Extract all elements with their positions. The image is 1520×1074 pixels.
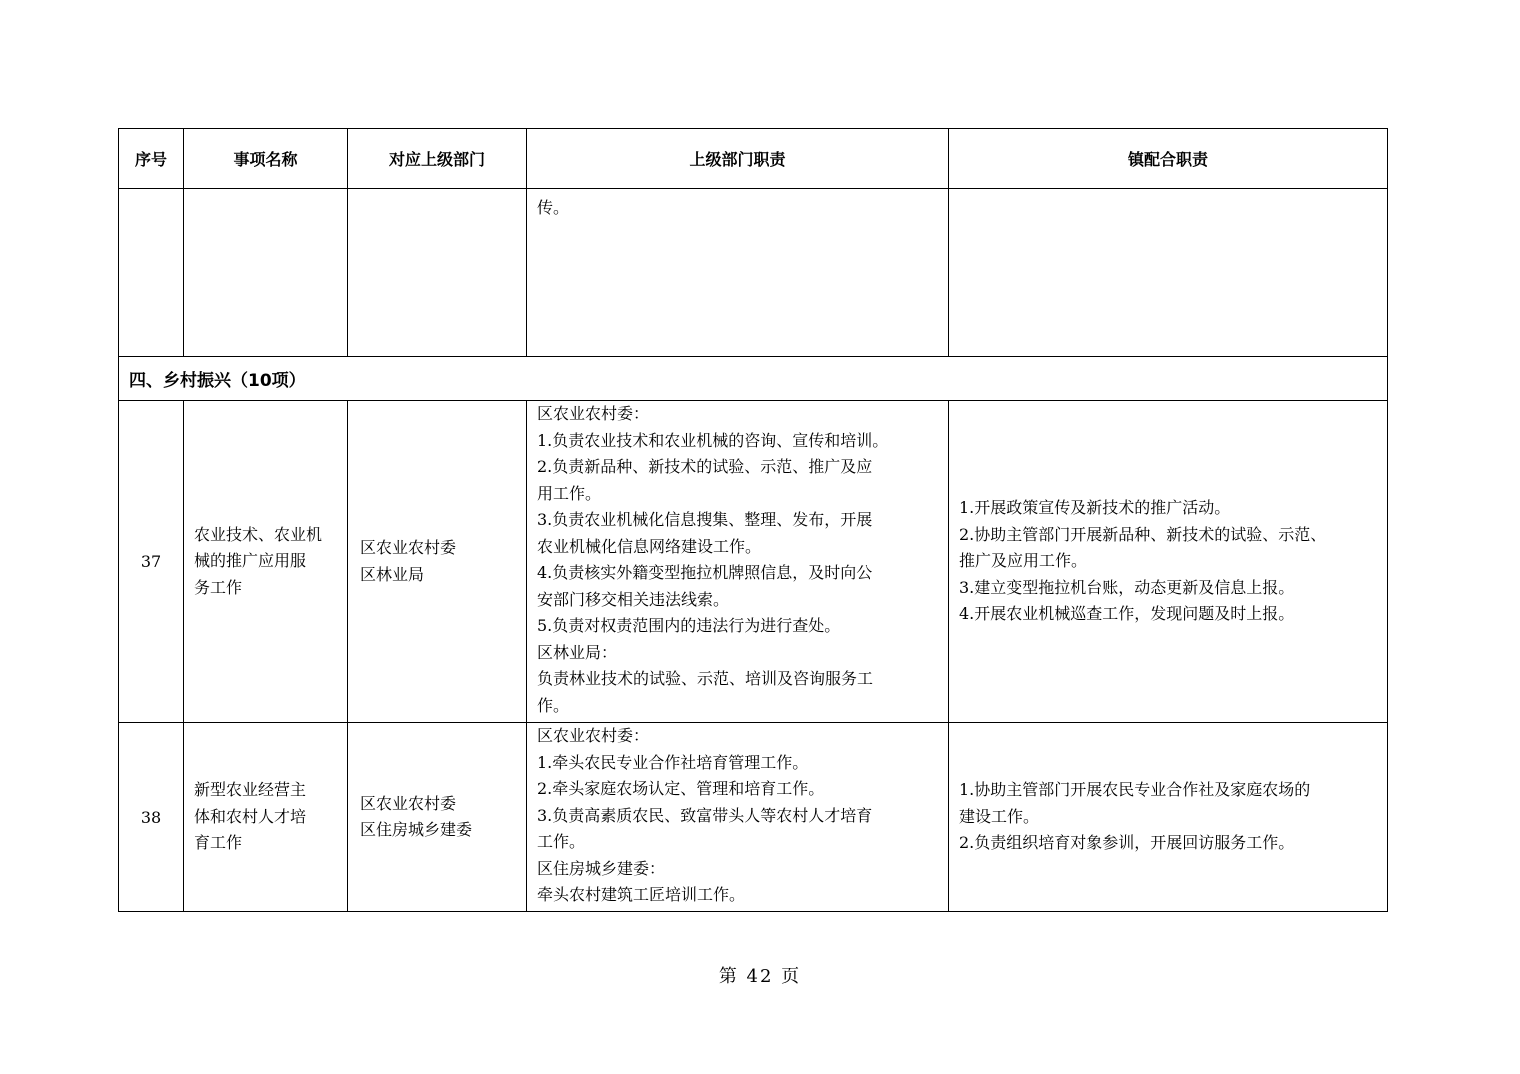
section-title: 四、乡村振兴（10项） <box>119 357 1388 401</box>
cell-item-name: 新型农业经营主 体和农村人才培 育工作 <box>184 723 348 912</box>
section-row <box>119 357 1388 401</box>
header-town-duty: 镇配合职责 <box>949 129 1388 189</box>
cell-item-name <box>184 189 348 357</box>
table-header-row <box>119 129 1388 189</box>
header-upper-duty: 上级部门职责 <box>527 129 949 189</box>
cell-upper-duty: 区农业农村委： 1.牵头农民专业合作社培育管理工作。 2.牵头家庭农场认定、管理和培育工作。 3.负责高素质农民、致富带头人等农村人才培育 工作。 区住房城乡建委： 牵头农村建筑工匠培训工作。 <box>527 723 949 912</box>
cell-serial: 37 <box>119 401 184 723</box>
cell-serial <box>119 189 184 357</box>
header-upper-dept: 对应上级部门 <box>348 129 527 189</box>
table-row-continuation <box>119 189 1388 357</box>
cell-town-duty: 1.协助主管部门开展农民专业合作社及家庭农场的 建设工作。 2.负责组织培育对象参训，开展回访服务工作。 <box>949 723 1388 912</box>
cell-dept <box>348 189 527 357</box>
page-number: 第 42 页 <box>718 966 802 987</box>
header-serial: 序号 <box>119 129 184 189</box>
cell-serial: 38 <box>119 723 184 912</box>
cell-dept: 区农业农村委 区住房城乡建委 <box>348 723 527 912</box>
cell-town-duty: 1.开展政策宣传及新技术的推广活动。 2.协助主管部门开展新品种、新技术的试验、示范、 推广及应用工作。 3.建立变型拖拉机台账，动态更新及信息上报。 4.开展农业机械巡查工作，发现问题及时上报。 <box>949 401 1388 723</box>
cell-upper-duty: 传。 <box>527 189 949 357</box>
cell-item-name: 农业技术、农业机 械的推广应用服 务工作 <box>184 401 348 723</box>
cell-dept: 区农业农村委 区林业局 <box>348 401 527 723</box>
table-row <box>119 723 1388 912</box>
header-item-name: 事项名称 <box>184 129 348 189</box>
cell-town-duty <box>949 189 1388 357</box>
duty-table <box>118 128 1388 912</box>
cell-upper-duty: 区农业农村委： 1.负责农业技术和农业机械的咨询、宣传和培训。 2.负责新品种、新技术的试验、示范、推广及应 用工作。 3.负责农业机械化信息搜集、整理、发布，开展 农业机械化信息网络建设工作。 4.负责核实外籍变型拖拉机牌照信息，及时向公 安部门移交相关违法线索。 5.负责对权责范围内的违法行为进行查处。 区林业局： 负责林业技术的试验、示范、培训及咨询服务工 作。 <box>527 401 949 723</box>
table-row <box>119 401 1388 723</box>
